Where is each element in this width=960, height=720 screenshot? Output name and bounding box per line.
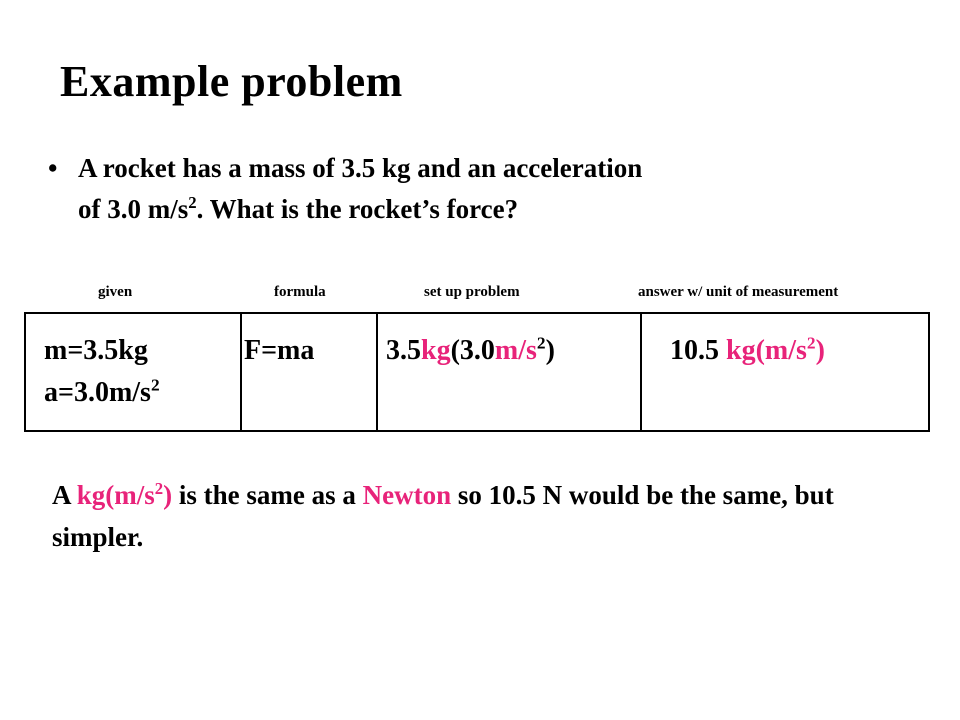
answer-cell [670, 330, 825, 372]
note-end: so 10.5 N would be the same, but simpler. [52, 480, 834, 552]
solution-table [24, 312, 930, 432]
slide-title: Example problem [60, 57, 403, 106]
bullet-marker: • [48, 153, 58, 183]
exponent: 2 [150, 375, 160, 395]
given-cell [44, 330, 160, 414]
problem-statement [48, 148, 908, 230]
setup-close: ) [545, 335, 555, 366]
header-answer: answer w/ unit of measurement [638, 284, 839, 300]
note-start: A [52, 480, 77, 510]
formula-cell: F=ma [244, 335, 315, 366]
setup-unit-ms: m/s [494, 335, 537, 366]
setup-unit-kg: kg [421, 335, 451, 366]
answer-close: ) [815, 335, 825, 366]
given-mass: m=3.5kg [44, 335, 148, 366]
exponent: 2 [154, 479, 164, 498]
exponent: 2 [188, 193, 197, 212]
problem-line-2-end: . What is the rocket’s force? [196, 194, 519, 224]
given-acceleration-text: a=3.0m/s [44, 377, 151, 408]
answer-value: 10.5 [670, 335, 726, 366]
setup-mass: 3.5 [386, 335, 421, 366]
note-middle: is the same as a [172, 480, 363, 510]
problem-text [78, 148, 908, 230]
problem-line-2 [78, 189, 908, 230]
given-acceleration [44, 372, 160, 414]
note-newton: Newton [362, 480, 452, 510]
header-setup: set up problem [424, 284, 520, 300]
column-divider [240, 314, 242, 430]
header-given: given [98, 284, 133, 300]
exponent: 2 [806, 333, 816, 353]
column-divider [376, 314, 378, 430]
setup-acceleration: (3.0 [450, 335, 495, 366]
note-unit-close: ) [163, 480, 173, 510]
note-unit: kg(m/s [76, 480, 155, 510]
answer-unit: kg(m/s [726, 335, 807, 366]
column-divider [640, 314, 642, 430]
exponent: 2 [536, 333, 546, 353]
problem-line-2-start: of 3.0 m/s [78, 194, 189, 224]
setup-cell [386, 330, 555, 372]
problem-line-1: A rocket has a mass of 3.5 kg and an acceleration [78, 153, 643, 183]
explanation-note [52, 474, 912, 558]
header-formula: formula [274, 284, 326, 300]
